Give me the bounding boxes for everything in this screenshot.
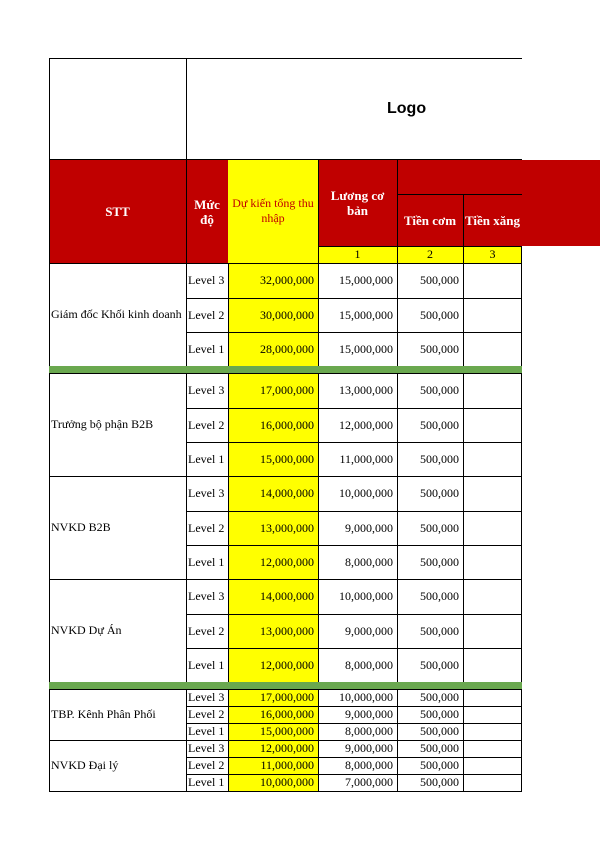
level-cell: Level 3 xyxy=(188,690,225,704)
row-divider xyxy=(186,648,522,649)
level-cell: Level 3 xyxy=(188,741,225,755)
row-divider xyxy=(186,298,522,299)
fuel-allowance-cell xyxy=(463,298,522,332)
meal-allowance-cell: 500,000 xyxy=(420,383,459,397)
total-income-cell: 11,000,000 xyxy=(260,758,314,772)
row-divider xyxy=(186,511,522,512)
base-salary-cell: 11,000,000 xyxy=(339,451,393,466)
fuel-allowance-cell xyxy=(463,545,522,579)
column-line xyxy=(397,373,398,477)
total-income-cell: 16,000,000 xyxy=(260,707,314,721)
column-line xyxy=(318,263,319,367)
column-line xyxy=(463,689,464,741)
group-separator xyxy=(49,366,522,373)
fuel-allowance-cell xyxy=(463,442,522,476)
level-cell: Level 3 xyxy=(188,383,225,397)
group-separator xyxy=(49,682,522,689)
column-line xyxy=(49,689,50,741)
meal-allowance-cell: 500,000 xyxy=(420,554,459,569)
level-cell: Level 3 xyxy=(188,486,225,500)
level-cell: Level 3 xyxy=(188,589,225,603)
header-band-overflow xyxy=(522,160,600,246)
column-line xyxy=(186,689,187,741)
fuel-allowance-cell xyxy=(463,408,522,442)
level-cell: Level 2 xyxy=(188,417,225,432)
level-cell: Level 2 xyxy=(188,758,225,772)
level-cell: Level 2 xyxy=(188,707,225,721)
column-line xyxy=(318,579,319,683)
fuel-allowance-cell xyxy=(463,579,522,614)
logo-area xyxy=(49,58,522,160)
base-salary-cell: 8,000,000 xyxy=(345,657,393,672)
fuel-allowance-cell xyxy=(463,614,522,648)
column-line xyxy=(521,476,522,580)
fuel-allowance-cell xyxy=(463,511,522,545)
meal-allowance-cell: 500,000 xyxy=(420,307,459,322)
total-income-cell: 10,000,000 xyxy=(260,775,314,789)
fuel-allowance-cell xyxy=(463,332,522,366)
column-line xyxy=(318,373,319,477)
column-line xyxy=(49,579,50,683)
fuel-allowance-cell xyxy=(463,740,522,757)
fuel-allowance-cell xyxy=(463,373,522,408)
total-income-cell: 15,000,000 xyxy=(260,451,314,466)
level-cell: Level 1 xyxy=(188,724,225,738)
total-income-cell: 14,000,000 xyxy=(260,486,314,500)
group-name: Trưởng bộ phận B2B xyxy=(51,417,154,431)
header-luong-co-ban: Lương cơ bản xyxy=(330,188,385,218)
group-name: Giám đốc Khối kinh doanh xyxy=(51,307,182,321)
base-salary-cell: 7,000,000 xyxy=(345,775,393,789)
base-salary-cell: 15,000,000 xyxy=(339,273,393,287)
level-cell: Level 1 xyxy=(188,775,225,789)
total-income-cell: 17,000,000 xyxy=(260,383,314,397)
base-salary-cell: 9,000,000 xyxy=(345,741,393,755)
meal-allowance-cell: 500,000 xyxy=(420,520,459,535)
level-cell: Level 1 xyxy=(188,657,225,672)
column-line xyxy=(228,689,229,741)
level-cell: Level 2 xyxy=(188,520,225,535)
total-income-cell: 30,000,000 xyxy=(260,307,314,322)
row-divider xyxy=(186,723,522,724)
level-cell: Level 1 xyxy=(188,451,225,466)
base-salary-cell: 12,000,000 xyxy=(339,417,393,432)
column-line xyxy=(228,476,229,580)
column-line xyxy=(186,579,187,683)
total-income-cell: 12,000,000 xyxy=(260,657,314,672)
fuel-allowance-cell xyxy=(463,689,522,706)
header-tien-com: Tiền cơm xyxy=(403,212,457,228)
column-line xyxy=(397,579,398,683)
total-income-cell: 32,000,000 xyxy=(260,273,314,287)
header-line xyxy=(186,160,187,263)
logo-text: Logo xyxy=(387,100,427,117)
level-cell: Level 1 xyxy=(188,341,225,356)
column-line xyxy=(521,740,522,792)
column-line xyxy=(521,689,522,741)
total-income-cell: 16,000,000 xyxy=(260,417,314,432)
column-line xyxy=(521,579,522,683)
group-bottom-line xyxy=(49,791,522,792)
meal-allowance-cell: 500,000 xyxy=(420,451,459,466)
group-top-line xyxy=(49,579,522,580)
group-top-line xyxy=(49,476,522,477)
row-divider xyxy=(186,442,522,443)
group-top-line xyxy=(49,263,522,264)
base-salary-cell: 8,000,000 xyxy=(345,758,393,772)
column-line xyxy=(186,373,187,477)
meal-allowance-cell: 500,000 xyxy=(420,758,459,772)
column-line xyxy=(49,263,50,367)
column-line xyxy=(521,373,522,477)
row-divider xyxy=(186,774,522,775)
column-line xyxy=(463,263,464,367)
column-line xyxy=(49,476,50,580)
level-cell: Level 2 xyxy=(188,623,225,638)
column-line xyxy=(463,579,464,683)
logo-divider xyxy=(186,58,187,160)
column-line xyxy=(228,373,229,477)
column-line xyxy=(228,579,229,683)
column-line xyxy=(186,263,187,367)
group-name: NVKD Dự Án xyxy=(51,623,122,637)
base-salary-cell: 8,000,000 xyxy=(345,724,393,738)
column-line xyxy=(463,373,464,477)
column-line xyxy=(318,740,319,792)
total-income-cell: 12,000,000 xyxy=(260,741,314,755)
col-number-3: 3 xyxy=(489,247,496,261)
base-salary-cell: 9,000,000 xyxy=(345,623,393,638)
header-stt: STT xyxy=(105,204,130,219)
total-income-cell: 28,000,000 xyxy=(260,341,314,356)
group-top-line xyxy=(49,740,522,741)
row-divider xyxy=(186,408,522,409)
level-cell: Level 3 xyxy=(188,273,225,287)
meal-allowance-cell: 500,000 xyxy=(420,589,459,603)
col-number-1: 1 xyxy=(354,247,361,261)
base-salary-cell: 15,000,000 xyxy=(339,341,393,356)
fuel-allowance-cell xyxy=(463,774,522,791)
total-income-cell: 17,000,000 xyxy=(260,690,314,704)
row-divider xyxy=(186,545,522,546)
fuel-allowance-cell xyxy=(463,706,522,723)
base-salary-cell: 10,000,000 xyxy=(339,589,393,603)
meal-allowance-cell: 500,000 xyxy=(420,724,459,738)
column-line xyxy=(397,740,398,792)
meal-allowance-cell: 500,000 xyxy=(420,741,459,755)
header-tien-xang: Tiền xăng xyxy=(464,212,521,228)
group-top-line xyxy=(49,689,522,690)
column-line xyxy=(463,740,464,792)
column-line xyxy=(318,689,319,741)
level-cell: Level 1 xyxy=(188,554,225,569)
row-divider xyxy=(186,614,522,615)
column-line xyxy=(186,740,187,792)
base-salary-cell: 9,000,000 xyxy=(345,520,393,535)
base-salary-cell: 10,000,000 xyxy=(339,486,393,500)
fuel-allowance-cell xyxy=(463,723,522,740)
header-muc-do: Mức độ xyxy=(194,196,220,227)
base-salary-cell: 10,000,000 xyxy=(339,690,393,704)
column-line xyxy=(521,263,522,367)
column-line xyxy=(397,476,398,580)
row-divider xyxy=(186,706,522,707)
meal-allowance-cell: 500,000 xyxy=(420,341,459,356)
column-line xyxy=(228,740,229,792)
fuel-allowance-cell xyxy=(463,757,522,774)
base-salary-cell: 8,000,000 xyxy=(345,554,393,569)
meal-allowance-cell: 500,000 xyxy=(420,273,459,287)
meal-allowance-cell: 500,000 xyxy=(420,623,459,638)
column-line xyxy=(318,476,319,580)
group-name: NVKD B2B xyxy=(51,520,111,534)
column-line xyxy=(463,476,464,580)
column-line xyxy=(397,689,398,741)
total-income-cell: 12,000,000 xyxy=(260,554,314,569)
group-top-line xyxy=(49,373,522,374)
row-divider xyxy=(186,757,522,758)
total-income-cell: 13,000,000 xyxy=(260,520,314,535)
header-du-kien: Dự kiến tổng thu nhập xyxy=(232,196,314,225)
meal-allowance-cell: 500,000 xyxy=(420,775,459,789)
total-income-cell: 14,000,000 xyxy=(260,589,314,603)
meal-allowance-cell: 500,000 xyxy=(420,707,459,721)
column-line xyxy=(228,263,229,367)
group-name: NVKD Đại lý xyxy=(51,758,119,772)
meal-allowance-cell: 500,000 xyxy=(420,690,459,704)
group-name: TBP. Kênh Phân Phối xyxy=(51,707,156,721)
column-line xyxy=(49,373,50,477)
column-line xyxy=(49,740,50,792)
meal-allowance-cell: 500,000 xyxy=(420,657,459,672)
level-cell: Level 2 xyxy=(188,307,225,322)
base-salary-cell: 13,000,000 xyxy=(339,383,393,397)
meal-allowance-cell: 500,000 xyxy=(420,417,459,432)
fuel-allowance-cell xyxy=(463,263,522,298)
base-salary-cell: 15,000,000 xyxy=(339,307,393,322)
column-line xyxy=(397,263,398,367)
base-salary-cell: 9,000,000 xyxy=(345,707,393,721)
column-line xyxy=(186,476,187,580)
row-divider xyxy=(186,332,522,333)
total-income-cell: 15,000,000 xyxy=(260,724,314,738)
total-income-cell: 13,000,000 xyxy=(260,623,314,638)
col-number-2: 2 xyxy=(427,247,433,261)
fuel-allowance-cell xyxy=(463,648,522,682)
fuel-allowance-cell xyxy=(463,476,522,511)
meal-allowance-cell: 500,000 xyxy=(420,486,459,500)
